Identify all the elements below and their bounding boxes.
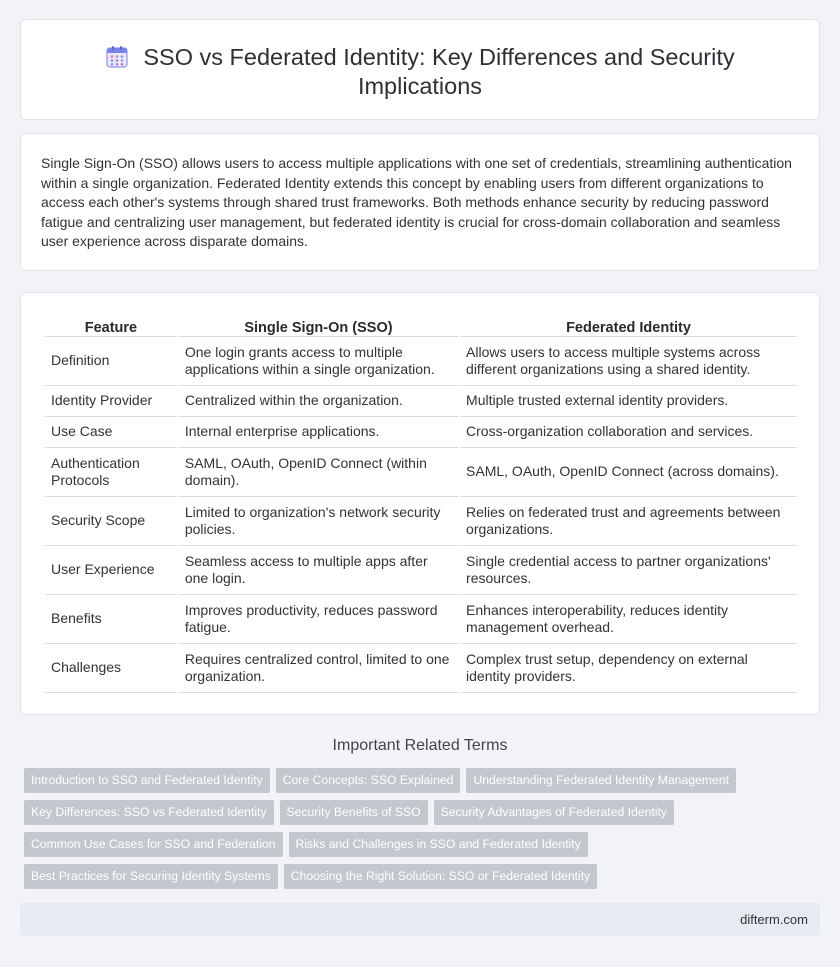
header-sso: Single Sign-On (SSO) [179,315,458,337]
sso-cell: Internal enterprise applications. [179,417,458,448]
related-term-tag[interactable]: Security Benefits of SSO [280,800,428,825]
table-row [45,386,797,417]
related-term-tag[interactable]: Risks and Challenges in SSO and Federated Identity [289,832,588,857]
table-row [45,644,797,693]
footer-site-link[interactable]: difterm.com [740,912,808,927]
table-row [45,417,797,448]
feature-cell: Authentication Protocols [45,448,177,497]
sso-cell: Centralized within the organization. [179,386,458,417]
table-row [45,497,797,546]
table-row [45,546,797,595]
comparison-table-card [20,292,820,715]
page-title-text: SSO vs Federated Identity: Key Differences and Security Implications [143,44,735,99]
federated-cell: Single credential access to partner organizations' resources. [460,546,797,595]
related-terms-heading: Important Related Terms [332,737,508,754]
related-term-tag[interactable]: Core Concepts: SSO Explained [276,768,461,793]
intro-paragraph: Single Sign-On (SSO) allows users to access multiple applications with one set of credentials, streamlining authentication within a single organization. Federated Identity extends this concept by enabling users from different organizations to access each other's systems through shared trust frameworks. Both methods enhance security by reducing password fatigue and centralizing user management, but federated identity is crucial for cross-domain collaboration and seamless user experience across disparate domains. [41,155,792,249]
related-term-tag[interactable]: Common Use Cases for SSO and Federation [24,832,283,857]
federated-cell: Enhances interoperability, reduces identity management overhead. [460,595,797,644]
sso-cell: Improves productivity, reduces password fatigue. [179,595,458,644]
related-term-tag[interactable]: Security Advantages of Federated Identity [434,800,674,825]
header-federated: Federated Identity [460,315,797,337]
sso-cell: SAML, OAuth, OpenID Connect (within domain). [179,448,458,497]
sso-cell: Requires centralized control, limited to one organization. [179,644,458,693]
comparison-table [43,315,799,693]
title-card [20,19,820,120]
feature-cell: Security Scope [45,497,177,546]
header-feature: Feature [45,315,177,337]
table-header-row [45,315,797,337]
calendar-grid-icon [105,45,129,69]
sso-cell: One login grants access to multiple applications within a single organization. [179,337,458,386]
table-row [45,448,797,497]
sso-cell: Seamless access to multiple apps after one login. [179,546,458,595]
related-term-tag[interactable]: Key Differences: SSO vs Federated Identity [24,800,274,825]
feature-cell: Definition [45,337,177,386]
table-row [45,337,797,386]
related-term-tag[interactable]: Introduction to SSO and Federated Identity [24,768,270,793]
feature-cell: Use Case [45,417,177,448]
federated-cell: Cross-organization collaboration and services. [460,417,797,448]
related-term-tag[interactable]: Understanding Federated Identity Management [466,768,735,793]
feature-cell: Challenges [45,644,177,693]
table-row [45,595,797,644]
intro-card [20,133,820,271]
federated-cell: Multiple trusted external identity providers. [460,386,797,417]
page-title [81,43,759,101]
federated-cell: Allows users to access multiple systems across different organizations using a shared identity. [460,337,797,386]
feature-cell: Identity Provider [45,386,177,417]
related-term-tag[interactable]: Best Practices for Securing Identity Systems [24,864,278,889]
related-terms-list [24,768,824,896]
federated-cell: SAML, OAuth, OpenID Connect (across domains). [460,448,797,497]
federated-cell: Complex trust setup, dependency on external identity providers. [460,644,797,693]
feature-cell: Benefits [45,595,177,644]
related-term-tag[interactable]: Choosing the Right Solution: SSO or Federated Identity [284,864,597,889]
sso-cell: Limited to organization's network security policies. [179,497,458,546]
federated-cell: Relies on federated trust and agreements between organizations. [460,497,797,546]
feature-cell: User Experience [45,546,177,595]
footer [20,903,820,936]
